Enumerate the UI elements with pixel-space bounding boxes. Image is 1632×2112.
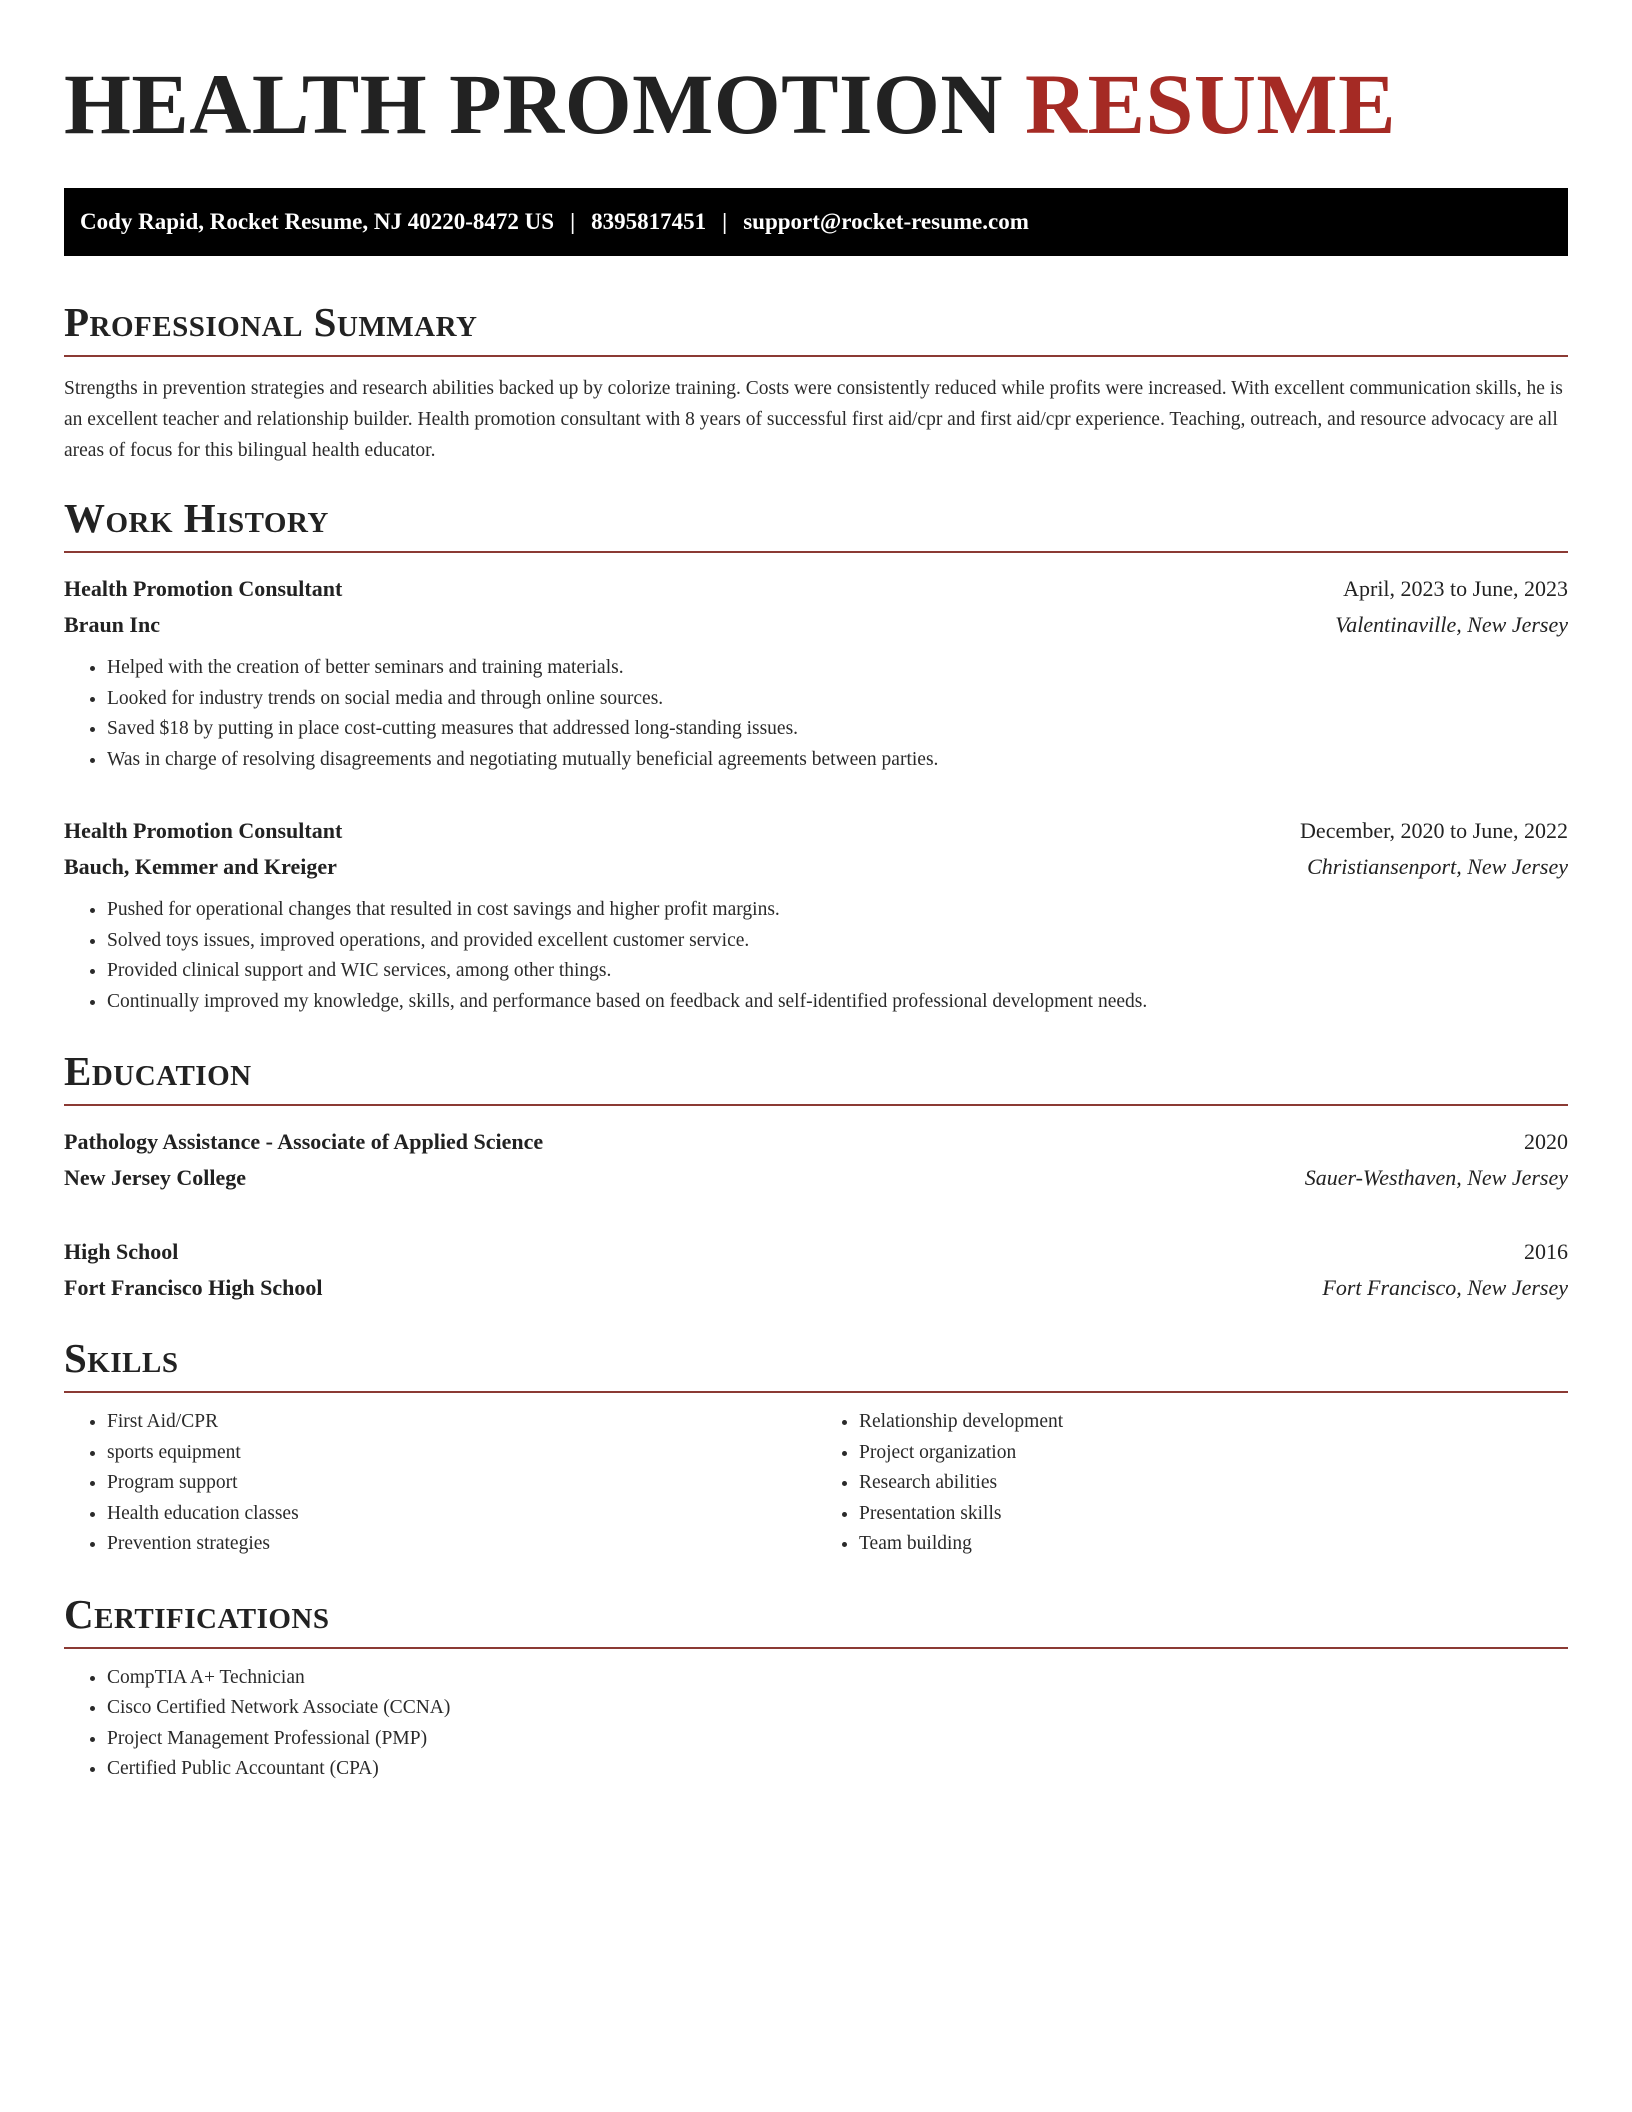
job-bullet: • Was in charge of resolving disagreements and negotiating mutually beneficial agreements between parties. [107,745,1568,776]
education-heading: Education [64,1049,1568,1106]
job-bullet: • Looked for industry trends on social media and through online sources. [107,684,1568,715]
job-title: Health Promotion Consultant [64,576,343,602]
education-degree: High School [64,1239,179,1265]
skills-column-left [64,1407,816,1560]
contact-separator: | [570,209,576,234]
education-year: 2020 [1524,1129,1568,1155]
skill-item: • Research abilities [859,1468,1568,1499]
education-year: 2016 [1524,1239,1568,1265]
contact-address: Cody Rapid, Rocket Resume, NJ 40220-8472 US [80,209,555,234]
education-school-row [64,1160,1568,1196]
certifications-list [64,1663,1568,1785]
summary-heading: Professional Summary [64,300,1568,357]
job-title: Health Promotion Consultant [64,818,343,844]
summary-text: Strengths in prevention strategies and research abilities backed up by colorize training. Costs were consistently reduced while profits were increased. With excellent communication skills, he is an excellent teacher and relationship builder. Health promotion consultant with 8 years of successful first aid/cpr and first aid/cpr experience. Teaching, outreach, and resource advocacy are all areas of focus for this bilingual health educator. [64,378,1563,462]
education-location: Fort Francisco, New Jersey [1322,1275,1568,1301]
job-bullet: • Helped with the creation of better seminars and training materials. [107,653,1568,684]
job-dates: April, 2023 to June, 2023 [1343,576,1568,602]
education-entry [64,1234,1568,1306]
skills-column-right [816,1407,1568,1560]
skill-item: • Prevention strategies [107,1529,816,1560]
job-entry [64,571,1568,775]
education-degree-row [64,1234,1568,1270]
contact-separator: | [722,209,728,234]
job-company-row [64,607,1568,643]
certification-item: • Certified Public Accountant (CPA) [107,1754,1568,1785]
skill-item: • Program support [107,1468,816,1499]
resume-title [64,56,1568,152]
skill-item: • Relationship development [859,1407,1568,1438]
education-degree-row [64,1124,1568,1160]
education-school: Fort Francisco High School [64,1275,323,1301]
education-section [64,1049,1568,1306]
skills-heading: Skills [64,1336,1568,1393]
certification-item: • Project Management Professional (PMP) [107,1724,1568,1755]
contact-bar [64,188,1568,256]
skill-item: • Health education classes [107,1499,816,1530]
job-bullet: • Provided clinical support and WIC services, among other things. [107,956,1568,987]
certifications-heading: Certifications [64,1592,1568,1649]
education-degree: Pathology Assistance - Associate of Applied Science [64,1129,544,1155]
job-dates: December, 2020 to June, 2022 [1300,818,1568,844]
certifications-section [64,1592,1568,1785]
job-location: Valentinaville, New Jersey [1335,612,1568,638]
job-company: Bauch, Kemmer and Kreiger [64,854,337,880]
job-title-row [64,813,1568,849]
work-history-section [64,496,1568,1017]
job-title-row [64,571,1568,607]
skill-item: • First Aid/CPR [107,1407,816,1438]
job-bullet: • Solved toys issues, improved operations, and provided excellent customer service. [107,926,1568,957]
certification-item: • Cisco Certified Network Associate (CCNA) [107,1693,1568,1724]
job-bullets [64,653,1568,775]
job-bullet: • Pushed for operational changes that resulted in cost savings and higher profit margins. [107,895,1568,926]
education-location: Sauer-Westhaven, New Jersey [1304,1165,1568,1191]
contact-phone: 8395817451 [591,209,707,234]
skill-item: • sports equipment [107,1438,816,1469]
skill-item: • Project organization [859,1438,1568,1469]
title-accent: RESUME [1025,56,1396,152]
job-location: Christiansenport, New Jersey [1307,854,1568,880]
job-bullet: • Continually improved my knowledge, skills, and performance based on feedback and self-identified professional development needs. [107,987,1568,1018]
education-entry [64,1124,1568,1196]
education-school: New Jersey College [64,1165,247,1191]
job-bullets [64,895,1568,1017]
title-main: HEALTH PROMOTION [64,56,1004,152]
work-history-heading: Work History [64,496,1568,553]
job-company-row [64,849,1568,885]
job-bullet: • Saved $18 by putting in place cost-cutting measures that addressed long-standing issues. [107,714,1568,745]
summary-section [64,300,1568,466]
skills-section [64,1336,1568,1560]
skill-item: • Presentation skills [859,1499,1568,1530]
skills-grid [64,1407,1568,1560]
certification-item: • CompTIA A+ Technician [107,1663,1568,1694]
job-company: Braun Inc [64,612,160,638]
skill-item: • Team building [859,1529,1568,1560]
contact-email: support@rocket-resume.com [743,209,1029,234]
education-school-row [64,1270,1568,1306]
job-entry [64,813,1568,1017]
